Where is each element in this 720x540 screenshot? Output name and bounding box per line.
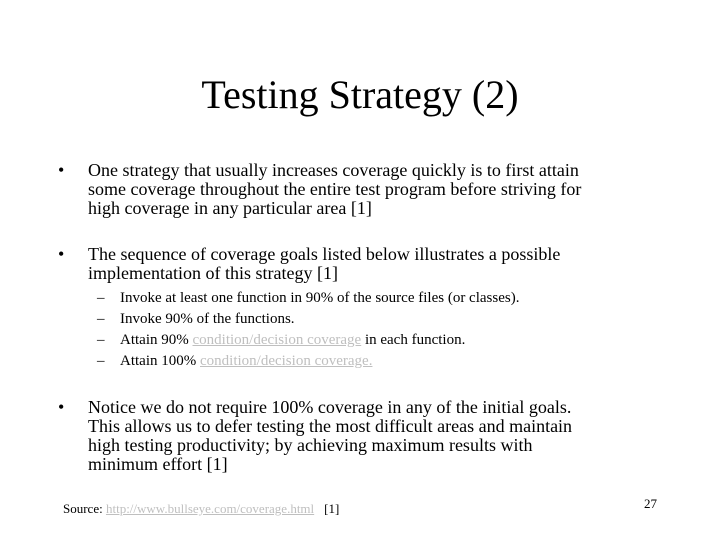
dash-icon: – <box>97 311 105 327</box>
bullet-text <box>88 245 658 283</box>
dash-icon: – <box>97 353 105 369</box>
condition-decision-coverage-link[interactable]: condition/decision coverage. <box>200 353 373 369</box>
slide-title: Testing Strategy (2) <box>201 72 519 117</box>
dash-icon: – <box>97 290 105 306</box>
bullet-line: The sequence of coverage goals listed below illustrates a possible <box>88 244 561 264</box>
bullet-icon: • <box>58 244 65 264</box>
sub-item-text-after: in each function. <box>361 332 466 348</box>
bullet-icon: • <box>58 397 65 417</box>
bullet-line: minimum effort [1] <box>88 454 228 474</box>
sub-item-text <box>120 332 465 349</box>
page-number: 27 <box>644 496 657 511</box>
bullet-line: This allows us to defer testing the most difficult areas and maintain <box>88 416 573 436</box>
bullet-line: high coverage in any particular area [1] <box>88 198 372 218</box>
source-citation <box>63 501 339 516</box>
sub-item-text: Invoke 90% of the functions. <box>120 311 295 327</box>
bullet-line: One strategy that usually increases coverage quickly is to first attain <box>88 160 579 180</box>
bullet-text <box>88 398 658 474</box>
source-ref: [1] <box>324 501 340 516</box>
sub-item-text <box>120 353 372 370</box>
bullet-icon: • <box>58 160 65 180</box>
sub-item-text-before: Attain 90% <box>120 332 193 348</box>
bullet-text <box>88 161 658 218</box>
bullet-line: implementation of this strategy [1] <box>88 263 338 283</box>
dash-icon: – <box>97 332 105 348</box>
condition-decision-coverage-link[interactable]: condition/decision coverage <box>192 332 362 348</box>
bullet-line: some coverage throughout the entire test program before striving for <box>88 179 582 199</box>
sub-item-text-before: Attain 100% <box>120 353 200 369</box>
bullet-line: Notice we do not require 100% coverage in any of the initial goals. <box>88 397 572 417</box>
sub-item-text: Invoke at least one function in 90% of the source files (or classes). <box>120 290 520 306</box>
bullet-line: high testing productivity; by achieving maximum results with <box>88 435 533 455</box>
source-label: Source: <box>63 501 106 516</box>
source-url-link[interactable]: http://www.bullseye.com/coverage.html <box>105 501 315 516</box>
